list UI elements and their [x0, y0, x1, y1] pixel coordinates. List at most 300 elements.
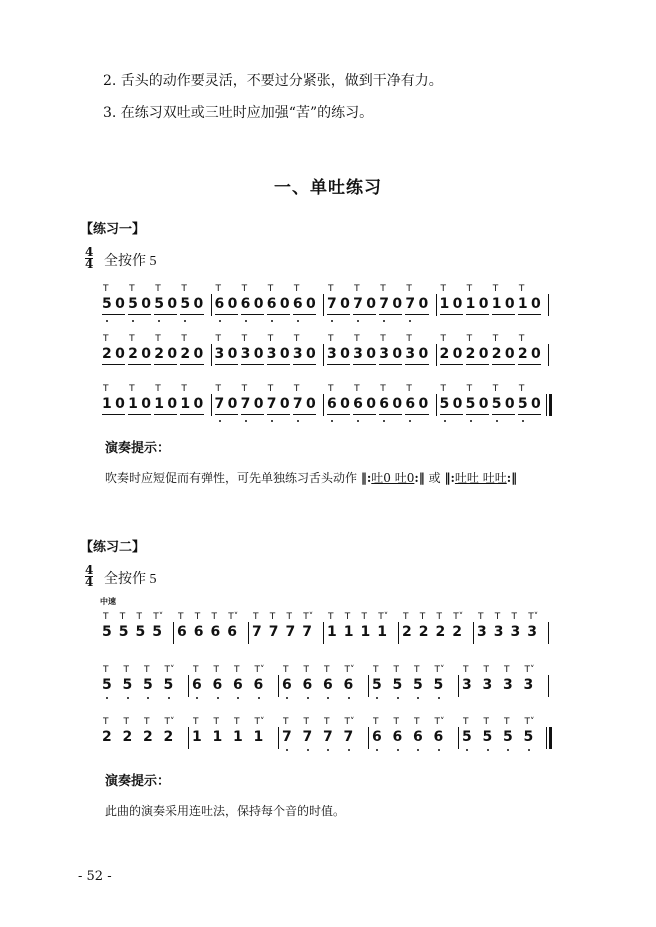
tongue-mark: T: [103, 284, 109, 294]
rest: 0: [452, 346, 463, 362]
eighth-beam: [154, 314, 177, 315]
note: 5: [163, 677, 174, 693]
low-octave-dot: [357, 320, 359, 322]
note: 2: [128, 346, 138, 362]
tongue-mark: T: [253, 612, 259, 622]
eighth-beam: [405, 364, 428, 365]
note: 6: [240, 296, 251, 312]
tongue-mark: T: [492, 334, 499, 344]
tongue-mark: T: [293, 334, 300, 344]
eighth-beam: [241, 364, 264, 365]
tongue-mark: T: [144, 717, 150, 727]
bar-line: [278, 727, 279, 749]
note: 1: [491, 296, 502, 312]
eighth-beam: [353, 314, 376, 315]
tongue-mark: T: [414, 665, 420, 675]
rest: 0: [141, 346, 151, 362]
tongue-mark: T: [328, 612, 334, 622]
tongue-mark: T: [215, 334, 221, 344]
note: 3: [503, 677, 513, 693]
exercise-2-time-signature: [85, 565, 93, 588]
tongue-mark: T˅: [378, 612, 389, 622]
bar-line: [323, 394, 324, 416]
eighth-beam: [379, 414, 402, 415]
note: 2: [102, 346, 112, 362]
note: 5: [491, 396, 502, 412]
rest: 0: [141, 296, 151, 312]
rest: 0: [193, 346, 204, 362]
tongue-mark: T: [494, 612, 501, 622]
low-octave-dot: [106, 697, 108, 699]
tongue-mark: T: [283, 717, 289, 727]
tongue-mark: T: [283, 665, 289, 675]
tongue-mark: T: [241, 334, 248, 344]
eighth-beam: [267, 414, 290, 415]
eighth-beam: [492, 414, 515, 415]
low-octave-dot: [348, 749, 350, 751]
tongue-mark: T˅: [164, 717, 175, 727]
rest: 0: [452, 296, 463, 312]
note: 5: [152, 624, 162, 640]
note: 3: [240, 346, 251, 362]
rest: 0: [392, 396, 403, 412]
note: 2: [122, 729, 133, 745]
tongue-mark: T: [324, 717, 330, 727]
tongue-mark: T: [393, 665, 399, 675]
tongue-mark: T: [463, 665, 469, 675]
bar-line: [211, 294, 212, 316]
eighth-beam: [128, 314, 151, 315]
eighth-beam: [128, 364, 151, 365]
note: 7: [302, 624, 312, 640]
note: 6: [233, 677, 243, 693]
intro-item-2: 2. 舌头的动作要灵活，不要过分紧张，做到干净有力。: [103, 73, 443, 89]
tongue-mark: T: [181, 334, 187, 344]
note: 7: [252, 624, 262, 640]
end-bar-line: [548, 294, 549, 316]
low-octave-dot: [417, 697, 419, 699]
tongue-mark: T˅: [164, 665, 175, 675]
note: 6: [392, 729, 403, 745]
rest: 0: [504, 296, 515, 312]
note: 3: [405, 346, 416, 362]
low-octave-dot: [444, 420, 446, 422]
low-octave-dot: [127, 697, 129, 699]
note: 6: [343, 677, 354, 693]
time-top: 4: [85, 563, 94, 577]
exercise-1-row-3: [100, 384, 550, 430]
low-octave-dot: [409, 420, 411, 422]
tongue-mark: T: [414, 717, 420, 727]
low-octave-dot: [507, 749, 509, 751]
tongue-mark: T: [354, 384, 360, 394]
exercise-1-time-signature: [85, 247, 93, 270]
exercise-2-tempo: 中速: [100, 596, 116, 606]
rest: 0: [418, 346, 429, 362]
low-octave-dot: [470, 420, 472, 422]
note: 3: [379, 346, 389, 362]
rest: 0: [305, 296, 316, 312]
tongue-mark: T: [293, 284, 300, 294]
note: 5: [180, 296, 191, 312]
page-number: - 52 -: [78, 869, 112, 884]
tongue-mark: T: [380, 284, 386, 294]
rest: 0: [167, 396, 178, 412]
exercise-2-row-2: [100, 665, 550, 711]
rest: 0: [227, 396, 238, 412]
hint-text: 吹奏时应短促而有弹性，可先单独练习舌头动作: [105, 471, 358, 485]
tongue-mark: T: [267, 384, 274, 394]
note: 1: [212, 729, 223, 745]
eighth-beam: [154, 414, 177, 415]
note: 2: [439, 346, 450, 362]
tongue-mark: T˅: [254, 717, 265, 727]
eighth-beam: [518, 314, 541, 315]
rest: 0: [279, 296, 290, 312]
bar-line: [458, 675, 459, 697]
note: 6: [433, 729, 444, 745]
rest: 0: [530, 346, 541, 362]
note: 6: [192, 677, 202, 693]
low-octave-dot: [106, 320, 108, 322]
exercise-1-hint: 吹奏时应短促而有弹性，可先单独练习舌头动作 ‖:吐0 吐0:‖ 或 ‖:吐吐 吐吐:‖: [105, 471, 518, 485]
note: 2: [180, 346, 191, 362]
exercise-2-hint: 此曲的演奏采用连吐法，保持每个音的时值。: [105, 804, 346, 818]
note: 6: [302, 677, 313, 693]
low-octave-dot: [132, 320, 134, 322]
rest: 0: [478, 296, 489, 312]
low-octave-dot: [307, 749, 309, 751]
note: 5: [482, 729, 493, 745]
rest: 0: [193, 296, 204, 312]
tongue-mark: T: [181, 384, 187, 394]
tongue-mark: T: [440, 334, 446, 344]
tongue-mark: T: [234, 717, 240, 727]
tongue-mark: T: [393, 717, 399, 727]
note: 3: [493, 624, 504, 640]
eighth-beam: [440, 314, 463, 315]
low-octave-dot: [245, 420, 247, 422]
tongue-mark: T˅: [528, 612, 539, 622]
exercise-2-row-1: [100, 612, 550, 658]
low-octave-dot: [383, 420, 385, 422]
low-octave-dot: [397, 697, 399, 699]
note: 7: [240, 396, 251, 412]
low-octave-dot: [297, 420, 299, 422]
eighth-beam: [267, 364, 290, 365]
tongue-mark: T˅: [254, 665, 265, 675]
low-octave-dot: [271, 420, 273, 422]
note: 7: [268, 624, 279, 640]
eighth-beam: [102, 364, 125, 365]
rest: 0: [452, 396, 463, 412]
low-octave-dot: [487, 749, 489, 751]
bar-line: [323, 622, 324, 644]
tongue-mark: T: [215, 384, 221, 394]
low-octave-dot: [158, 320, 160, 322]
eighth-beam: [180, 414, 203, 415]
tongue-mark: T: [466, 384, 473, 394]
rest: 0: [167, 346, 178, 362]
note: 6: [353, 396, 363, 412]
note: 5: [372, 677, 382, 693]
note: 2: [517, 346, 528, 362]
tongue-mark: T: [193, 665, 199, 675]
tongue-mark: T: [119, 612, 126, 622]
bar-line: [436, 394, 437, 416]
low-octave-dot: [271, 320, 273, 322]
rest: 0: [167, 296, 178, 312]
rest: 0: [340, 346, 350, 362]
low-octave-dot: [417, 749, 419, 751]
tongue-mark: T: [406, 384, 412, 394]
tongue-mark: T: [518, 334, 525, 344]
tongue-mark: T: [361, 612, 367, 622]
bar-line: [436, 344, 437, 366]
eighth-beam: [327, 364, 350, 365]
note: 5: [118, 624, 129, 640]
eighth-beam: [215, 414, 238, 415]
tongue-mark: T: [129, 284, 135, 294]
eighth-beam: [379, 314, 402, 315]
final-bar-thin: [546, 394, 547, 416]
note: 6: [266, 296, 277, 312]
tongue-mark: T˅: [344, 665, 355, 675]
note: 5: [122, 677, 133, 693]
tongue-mark: T: [440, 284, 446, 294]
eighth-beam: [466, 314, 489, 315]
note: 2: [465, 346, 476, 362]
eighth-beam: [154, 364, 177, 365]
exercise-2-row-3: [100, 717, 550, 763]
rest: 0: [279, 346, 290, 362]
eighth-beam: [492, 364, 515, 365]
tongue-mark: T: [241, 284, 248, 294]
final-bar-thick: [549, 727, 552, 749]
low-octave-dot: [397, 749, 399, 751]
exercise-1-row-2: [100, 334, 550, 380]
note: 2: [102, 729, 112, 745]
rest: 0: [530, 396, 541, 412]
note: 3: [353, 346, 363, 362]
end-bar-line: [548, 675, 549, 697]
intro-item-3: 3. 在练习双吐或三吐时应加强“苦”的练习。: [103, 105, 374, 121]
tongue-mark: T: [178, 612, 184, 622]
note: 7: [266, 396, 277, 412]
eighth-beam: [102, 414, 125, 415]
note: 1: [233, 729, 243, 745]
exercise-2-fingering: 全按作 5: [104, 572, 157, 587]
low-octave-dot: [286, 697, 288, 699]
rest: 0: [227, 296, 238, 312]
tongue-mark: T˅: [228, 612, 239, 622]
note: 1: [327, 624, 337, 640]
tongue-mark: T: [518, 384, 525, 394]
tongue-mark: T: [354, 334, 360, 344]
note: 6: [292, 296, 303, 312]
eighth-beam: [215, 364, 238, 365]
section-title: 一、单吐练习: [274, 178, 382, 198]
tongue-mark: T: [129, 384, 135, 394]
tongue-mark: T: [123, 665, 129, 675]
note: 3: [462, 677, 472, 693]
note: 7: [323, 729, 333, 745]
tongue-mark: T: [181, 284, 187, 294]
note: 3: [510, 624, 521, 640]
note: 6: [177, 624, 187, 640]
note: 2: [452, 624, 462, 640]
low-octave-dot: [297, 320, 299, 322]
rest: 0: [253, 346, 264, 362]
note: 2: [491, 346, 502, 362]
exercise-1-hint-title: 演奏提示：: [105, 441, 171, 456]
note: 3: [482, 677, 493, 693]
bar-line: [323, 344, 324, 366]
tongue-mark: T: [211, 612, 217, 622]
tongue-mark: T: [380, 334, 386, 344]
note: 3: [292, 346, 303, 362]
note: 5: [135, 624, 146, 640]
tongue-mark: T: [504, 717, 510, 727]
low-octave-dot: [286, 749, 288, 751]
note: 7: [302, 729, 313, 745]
eighth-beam: [327, 414, 350, 415]
note: 5: [102, 677, 112, 693]
rest: 0: [418, 396, 429, 412]
note: 1: [465, 296, 476, 312]
rest: 0: [115, 296, 125, 312]
tongue-mark: T: [373, 665, 379, 675]
eighth-beam: [241, 414, 264, 415]
bar-line: [188, 675, 189, 697]
tongue-mark: T˅: [344, 717, 355, 727]
tongue-mark: T: [155, 284, 161, 294]
low-octave-dot: [217, 697, 219, 699]
note: 7: [353, 296, 363, 312]
eighth-beam: [405, 314, 428, 315]
tongue-mark: T: [269, 612, 276, 622]
tongue-mark: T: [103, 612, 109, 622]
note: 3: [266, 346, 277, 362]
note: 2: [163, 729, 174, 745]
low-octave-dot: [348, 697, 350, 699]
tongue-mark: T: [354, 284, 360, 294]
rest: 0: [305, 346, 316, 362]
note: 3: [327, 346, 337, 362]
rest: 0: [141, 396, 151, 412]
tongue-mark: T˅: [453, 612, 464, 622]
rest: 0: [115, 396, 125, 412]
low-octave-dot: [307, 697, 309, 699]
bar-line: [398, 622, 399, 644]
low-octave-dot: [327, 697, 329, 699]
note: 5: [413, 677, 423, 693]
eighth-beam: [293, 364, 316, 365]
tongue-mark: T: [478, 612, 484, 622]
rest: 0: [392, 296, 403, 312]
note: 5: [392, 677, 403, 693]
note: 5: [523, 729, 534, 745]
note: 7: [285, 624, 296, 640]
note: 2: [402, 624, 412, 640]
low-octave-dot: [357, 420, 359, 422]
eighth-beam: [293, 414, 316, 415]
tongue-mark: T: [373, 717, 379, 727]
low-octave-dot: [383, 320, 385, 322]
note: 6: [212, 677, 223, 693]
tongue-mark: T: [136, 612, 142, 622]
eighth-beam: [327, 314, 350, 315]
tongue-mark: T: [406, 334, 412, 344]
rest: 0: [504, 346, 515, 362]
tongue-mark: T: [213, 717, 219, 727]
note: 3: [523, 677, 534, 693]
eighth-beam: [405, 414, 428, 415]
tongue-mark: T˅: [524, 665, 535, 675]
note: 2: [154, 346, 164, 362]
eighth-beam: [379, 364, 402, 365]
exercise-1-label: 【练习一】: [80, 222, 146, 237]
note: 6: [210, 624, 221, 640]
note: 5: [154, 296, 164, 312]
rest: 0: [478, 396, 489, 412]
eighth-beam: [353, 364, 376, 365]
low-octave-dot: [327, 749, 329, 751]
eighth-beam: [492, 314, 515, 315]
low-octave-dot: [438, 749, 440, 751]
tongue-mark: T: [129, 334, 135, 344]
tongue-mark: T: [303, 665, 309, 675]
note: 5: [102, 624, 112, 640]
tongue-mark: T: [492, 384, 499, 394]
eighth-beam: [102, 314, 125, 315]
rest: 0: [305, 396, 316, 412]
low-octave-dot: [245, 320, 247, 322]
low-octave-dot: [376, 749, 378, 751]
hint-pattern-b: 吐吐 吐吐: [454, 471, 507, 485]
low-octave-dot: [331, 320, 333, 322]
exercise-1-row-1: [100, 284, 550, 330]
rest: 0: [279, 396, 290, 412]
note: 5: [462, 729, 472, 745]
low-octave-dot: [184, 320, 186, 322]
tongue-mark: T: [440, 384, 446, 394]
bar-line: [368, 675, 369, 697]
note: 1: [360, 624, 371, 640]
tongue-mark: T˅: [434, 717, 445, 727]
note: 5: [439, 396, 450, 412]
eighth-beam: [180, 314, 203, 315]
note: 7: [214, 396, 225, 412]
note: 1: [180, 396, 191, 412]
tongue-mark: T: [215, 284, 221, 294]
rest: 0: [340, 396, 350, 412]
tongue-mark: T: [328, 334, 334, 344]
exercise-2-label: 【练习二】: [80, 540, 146, 555]
final-bar-thin: [546, 727, 547, 749]
rest: 0: [366, 346, 376, 362]
note: 6: [413, 729, 423, 745]
note: 5: [102, 296, 112, 312]
eighth-beam: [440, 364, 463, 365]
rest: 0: [504, 396, 515, 412]
note: 5: [503, 729, 513, 745]
tongue-mark: T: [234, 665, 240, 675]
note: 1: [154, 396, 164, 412]
bar-line: [458, 727, 459, 749]
note: 6: [282, 677, 292, 693]
tongue-mark: T: [504, 665, 510, 675]
